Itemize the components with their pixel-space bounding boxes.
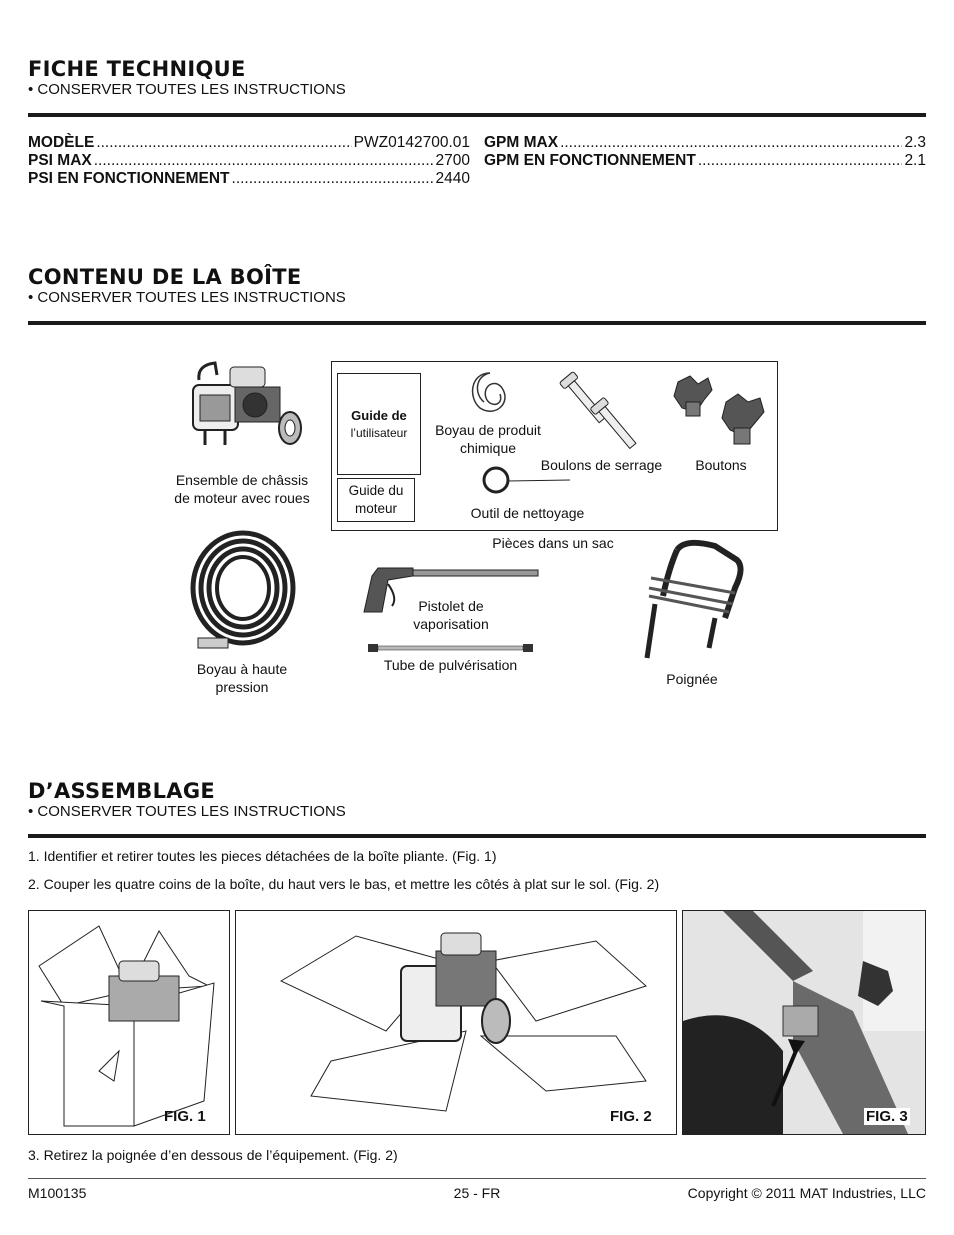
label-knobs: Boutons: [695, 457, 747, 473]
handle-photo-illustration: [683, 911, 925, 1134]
assembly-title: D’ASSEMBLAGE: [28, 779, 216, 803]
handle-illustration: [635, 538, 750, 668]
spec-row-psi-run: PSI EN FONCTIONNEMENT ..... 2440: [28, 170, 470, 188]
figure-3-label: FIG. 3: [866, 1108, 908, 1125]
label-engine-guide: Guide du moteur: [348, 483, 404, 516]
spec-left-column: [28, 134, 470, 188]
label-handle: Poignée: [666, 671, 718, 687]
divider: [28, 113, 926, 117]
open-box-illustration: [29, 911, 229, 1134]
divider: [28, 834, 926, 838]
label-wand: Tube de pulvérisation: [383, 657, 518, 673]
footer-divider: [28, 1178, 926, 1179]
spec-row-psi-max: PSI MAX ..... 2700: [28, 152, 470, 170]
spec-row-gpm-max: GPM MAX ..... 2.3: [484, 134, 926, 152]
figure-3: [682, 910, 926, 1135]
spec-note: • CONSERVER TOUTES LES INSTRUCTIONS: [28, 81, 346, 98]
knobs-illustration: [668, 372, 773, 452]
footer-copyright: Copyright © 2011 MAT Industries, LLC: [687, 1185, 926, 1201]
figure-1: [28, 910, 230, 1135]
high-pressure-hose-illustration: [188, 530, 298, 660]
spec-right-column: [484, 134, 926, 170]
cleaning-tool-illustration: [478, 465, 573, 495]
figure-1-label: FIG. 1: [164, 1108, 206, 1125]
label-spray-gun: Pistolet de vaporisation: [413, 598, 489, 632]
label-user-guide: Guide de l’utilisateur: [350, 407, 408, 440]
chemical-hose-illustration: [460, 368, 520, 423]
footer-page-number: 25 - FR: [453, 1185, 501, 1201]
bolts-illustration: [555, 368, 645, 453]
label-chemical-hose: Boyau de produit chimique: [435, 422, 541, 456]
label-bolts: Boulons de serrage: [540, 457, 663, 473]
figure-2: [235, 910, 677, 1135]
flattened-box-illustration: [236, 911, 676, 1134]
engine-guide: [337, 478, 415, 522]
spec-row-gpm-run: GPM EN FONCTIONNEMENT ..... 2.1: [484, 152, 926, 170]
footer-doc-id: M100135: [28, 1185, 87, 1201]
engine-frame-illustration: [185, 355, 305, 450]
assembly-note: • CONSERVER TOUTES LES INSTRUCTIONS: [28, 803, 346, 820]
contents-title: CONTENU DE LA BOÎTE: [28, 265, 302, 289]
label-bag-parts: Pièces dans un sac: [492, 535, 614, 551]
label-frame: Ensemble de châssis de moteur avec roues: [174, 472, 310, 506]
assembly-step-1: 1. Identifier et retirer toutes les pieces détachées de la boîte pliante. (Fig. 1): [28, 848, 497, 864]
user-guide: [337, 373, 421, 475]
assembly-step-3: 3. Retirez la poignée d’en dessous de l’équipement. (Fig. 2): [28, 1147, 398, 1163]
label-cleaning-tool: Outil de nettoyage: [470, 505, 585, 521]
spec-row-model: MODÈLE ..... PWZ0142700.01: [28, 134, 470, 152]
wand-illustration: [368, 642, 533, 654]
spec-title: FICHE TECHNIQUE: [28, 57, 246, 81]
contents-note: • CONSERVER TOUTES LES INSTRUCTIONS: [28, 289, 346, 306]
divider: [28, 321, 926, 325]
figure-2-label: FIG. 2: [610, 1108, 652, 1125]
assembly-step-2: 2. Couper les quatre coins de la boîte, du haut vers le bas, et mettre les côtés à plat sur le sol. (Fig. 2): [28, 876, 660, 892]
label-high-pressure-hose: Boyau à haute pression: [196, 661, 288, 695]
